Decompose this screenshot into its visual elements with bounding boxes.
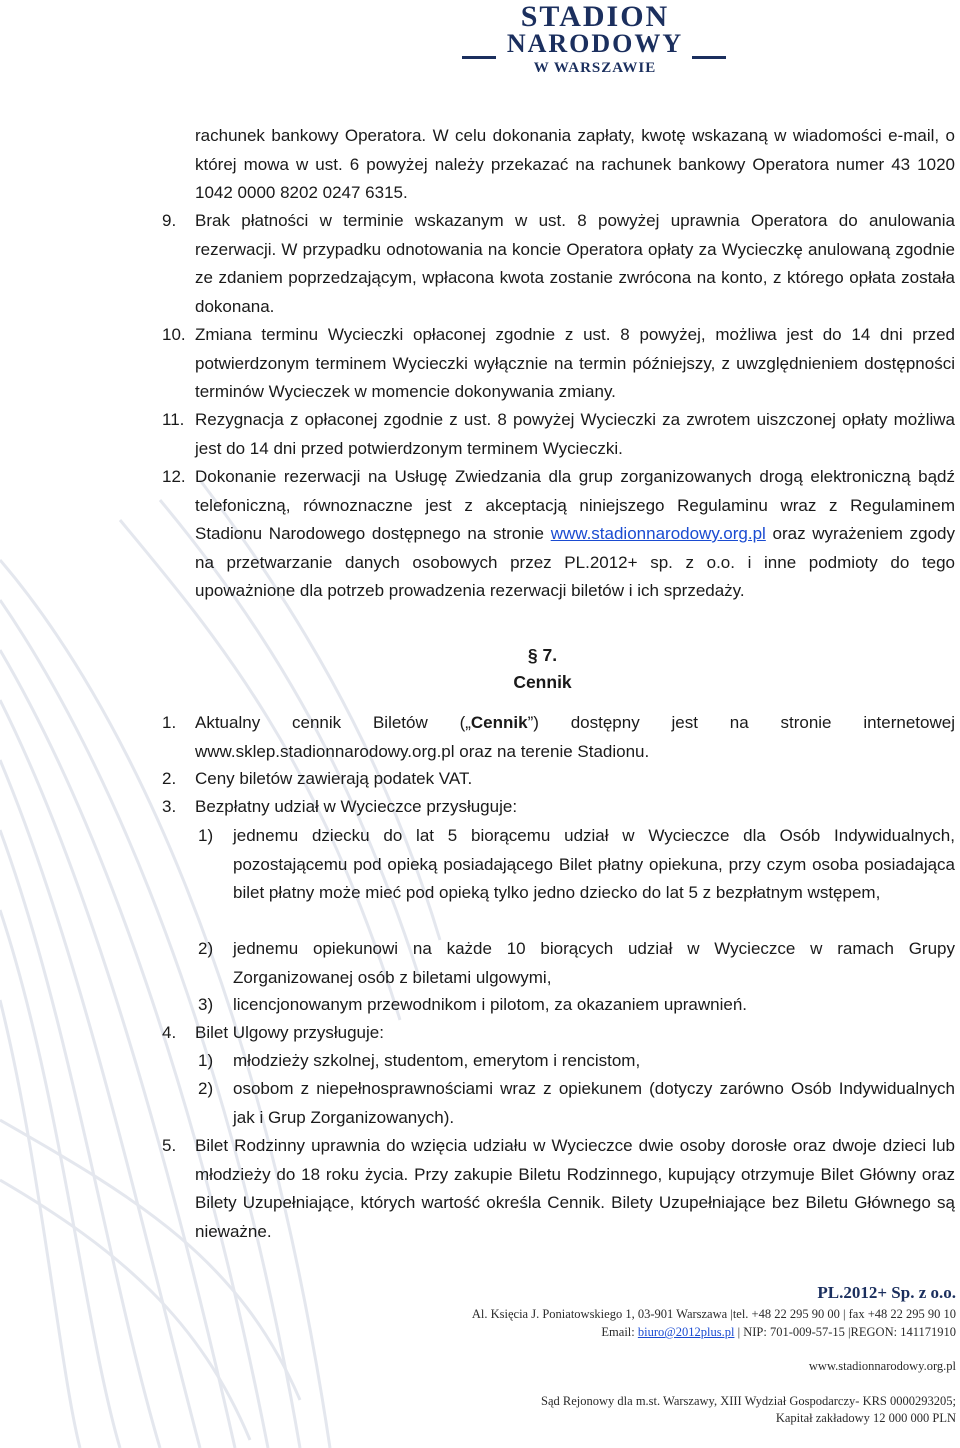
cennik-item-1 <box>195 709 955 766</box>
footer-address: Al. Księcia J. Poniatowskiego 1, 03-901 Warszawa |tel. +48 22 295 90 00 | fax +48 22 295 90 10 <box>471 1307 956 1321</box>
footer-ids: | NIP: 701-009-57-15 |REGON: 141171910 <box>734 1325 956 1339</box>
logo-line-2: NARODOWY <box>506 29 684 58</box>
item-number: 12. <box>162 467 186 486</box>
list-item-10: Zmiana terminu Wycieczki opłaconej zgodnie z ust. 8 powyżej, możliwa jest do 14 dni przed potwierdzonym terminem Wycieczki wyłącznie na termin późniejszy, z uwzględnieniem dostępności terminów Wycieczek w momencie dokonywania zmiany. <box>195 325 955 401</box>
cennik-3-sub-3: licencjonowanym przewodnikom i pilotom, za okazaniem uprawnień. <box>233 995 748 1014</box>
stadion-logo <box>0 0 960 90</box>
item12-text-before: Dokonanie rezerwacji na Usługę Zwiedzania dla grup zorganizowanych drogą elektroniczną bądź telefoniczną, równoznaczne jest z akceptacją niniejszego Regulaminu wraz z Regulaminem Stadionu Narodowego dostępnego na stronie <box>195 467 955 543</box>
sub-item-number: 2) <box>198 939 214 958</box>
sub-item-number: 2) <box>198 1079 214 1098</box>
logo-line-1: STADION <box>520 0 670 33</box>
sub-item-number: 1) <box>198 1051 214 1070</box>
list-item-12 <box>195 463 955 606</box>
cennik-item-2: Ceny biletów zawierają podatek VAT. <box>195 769 473 788</box>
item-number: 3. <box>162 797 177 816</box>
sub-item-number: 3) <box>198 995 214 1014</box>
cennik-item-5: Bilet Rodzinny uprawnia do wzięcia udziału w Wycieczce dwie osoby dorosłe oraz dwoje dzieci lub młodzieży do 18 roku życia. Przy zakupie Biletu Rodzinnego, kupujący otrzymuje Bilet Główny oraz Bilety Uzupełniające, których wartość określa Cennik. Bilety Uzupełniające bez Biletu Głównego są nieważne. <box>195 1136 955 1241</box>
item-number: 5. <box>162 1136 177 1155</box>
footer-email-label: Email: <box>601 1325 638 1339</box>
item-number: 2. <box>162 769 177 788</box>
cennik-3-sub-1: jednemu dziecku do lat 5 biorącemu udział w Wycieczce dla Osób Indywidualnych, pozostającemu pod opieką posiadającego Bilet płatny opiekuna, przy czym osoba posiadająca bilet płatny może mieć pod opieką tylko jedno dziecko do lat 5 z bezpłatnym wstępem, <box>233 826 955 902</box>
footer-company: PL.2012+ Sp. z o.o. <box>817 1283 956 1302</box>
item-number: 10. <box>162 325 186 344</box>
footer-ids-line <box>601 1325 956 1340</box>
item-number: 9. <box>162 211 177 230</box>
cennik-3-sub-2: jednemu opiekunowi na każde 10 biorących udział w Wycieczce w ramach Grupy Zorganizowanej osób z biletami ulgowymi, <box>233 939 955 987</box>
item-number: 4. <box>162 1023 177 1042</box>
section-number: § 7. <box>527 645 558 665</box>
cennik-4-sub-1: młodzieży szkolnej, studentom, emerytom i rencistom, <box>233 1051 641 1070</box>
cennik-item-4: Bilet Ulgowy przysługuje: <box>195 1023 384 1042</box>
list-item-9: Brak płatności w terminie wskazanym w ust. 8 powyżej uprawnia Operatora do anulowania rezerwacji. W przypadku odnotowania na koncie Operatora opłaty za Wycieczkę anulowaną zgodnie ze zdaniem poprzedzającym, wpłacona kwota zostanie zwrócona na konto, z którego opłata została dokonana. <box>195 211 955 316</box>
sub-item-number: 1) <box>198 826 214 845</box>
cennik-1-bold: Cennik <box>470 713 528 732</box>
item-number: 11. <box>162 410 185 429</box>
stadion-website-link[interactable]: www.stadionnarodowy.org.pl <box>550 524 766 543</box>
logo-rule-right <box>692 56 726 59</box>
list-item-11: Rezygnacja z opłaconej zgodnie z ust. 8 powyżej Wycieczki za zwrotem uiszczonej opłaty możliwa jest do 14 dni przed potwierdzonym terminem Wycieczki. <box>195 410 955 458</box>
cennik-item-3: Bezpłatny udział w Wycieczce przysługuje: <box>195 797 518 816</box>
footer-website: www.stadionnarodowy.org.pl <box>808 1359 956 1373</box>
section-title: Cennik <box>513 672 572 692</box>
cennik-4-sub-2: osobom z niepełnosprawnościami wraz z opiekunem (dotyczy zarówno Osób Indywidualnych jak i Grup Zorganizowanych). <box>233 1079 955 1127</box>
footer-court: Sąd Rejonowy dla m.st. Warszawy, XIII Wydział Gospodarczy- KRS 0000293205; <box>541 1394 956 1408</box>
cennik-1-text-b: ”) dostępny jest na stronie internetowej www.sklep.stadionnarodowy.org.pl oraz na terenie Stadionu. <box>195 713 955 761</box>
cennik-1-text-a: Aktualny cennik Biletów („ <box>195 713 471 732</box>
paragraph-continuation: rachunek bankowy Operatora. W celu dokonania zapłaty, kwotę wskazaną w wiadomości e-mail, o której mowa w ust. 6 powyżej należy przekazać na rachunek bankowy Operatora numer 43 1020 1042 0000 8202 0247 6315. <box>195 126 955 202</box>
footer-email-link[interactable]: biuro@2012plus.pl <box>637 1325 735 1339</box>
footer-capital: Kapitał zakładowy 12 000 000 PLN <box>775 1411 956 1425</box>
item-number: 1. <box>162 713 177 732</box>
item12-text-after: oraz wyrażeniem zgody na przetwarzanie danych osobowych przez PL.2012+ sp. z o.o. i inne podmioty do tego upoważnione dla potrzeb prowadzenia rezerwacji biletów i ich sprzedaży. <box>195 524 955 600</box>
logo-line-3: W WARSZAWIE <box>533 60 657 76</box>
